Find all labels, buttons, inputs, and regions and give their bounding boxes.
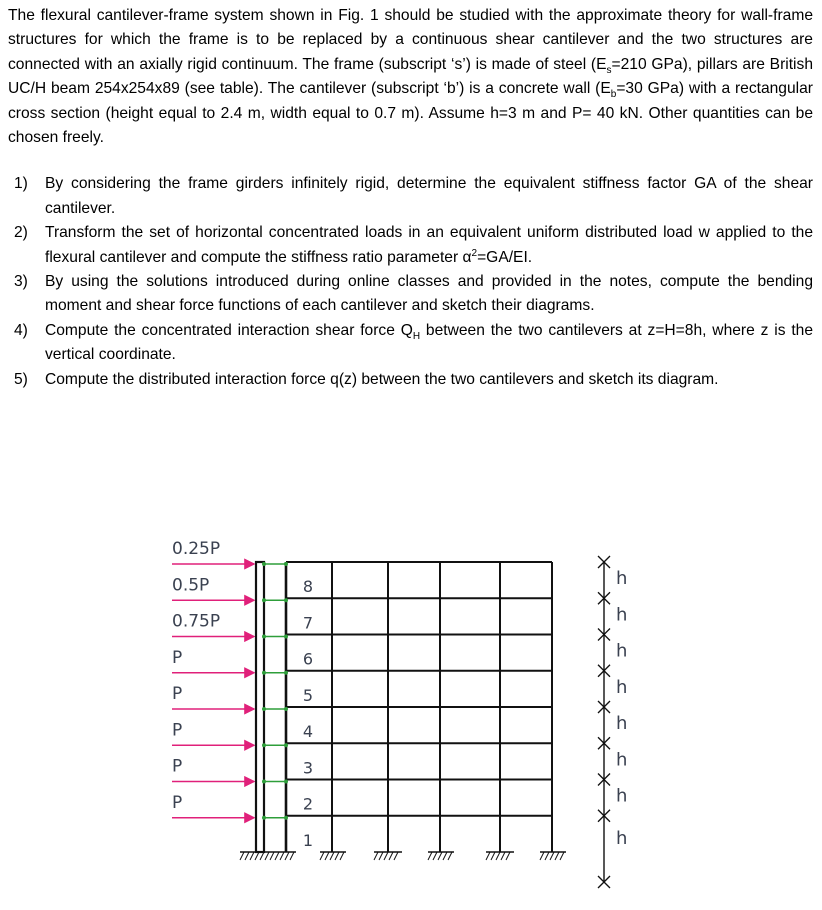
ground-hatch: [438, 852, 442, 860]
task-item: 5) Compute the distributed interaction force q(z) between the two cantilevers and sketch its diagram.: [14, 370, 719, 388]
wall-frame-figure: [160, 520, 650, 905]
storey-height-label: h: [616, 749, 628, 771]
ground-hatch: [240, 852, 244, 860]
floor-number: 2: [302, 794, 314, 814]
frame-diagram: [160, 520, 650, 905]
task-item: 2) Transform the set of horizontal concentrated loads in an equivalent uniform distributed load w applied to the flexural cantilever and compute the stiffness ratio parameter $\alpha^2=GA/EI$.: [14, 224, 813, 266]
link-hinge: [262, 598, 266, 602]
concrete-wall: [256, 562, 264, 852]
ground-hatch: [486, 852, 490, 860]
document-page: [8, 4, 813, 392]
ground-hatch: [320, 852, 324, 860]
intro-line-7: chosen freely.: [8, 129, 104, 147]
link-hinge: [262, 743, 266, 747]
ground-hatch: [325, 852, 329, 860]
ground-hatch: [270, 852, 274, 860]
ground-hatch: [496, 852, 500, 860]
link-hinge: [284, 780, 288, 784]
ground-hatch: [275, 852, 279, 860]
floor-number: 7: [302, 613, 314, 633]
intro-line-6: equal to 2.4 m, width equal to 0.7 m). Assume h=3 m and P= 40 kN. Other quantities can be: [158, 104, 814, 122]
link-hinge: [262, 635, 266, 639]
link-hinge: [262, 671, 266, 675]
floor-number: 4: [302, 722, 314, 741]
ground-hatch: [501, 852, 505, 860]
ground-hatch: [340, 852, 344, 860]
link-hinge: [262, 707, 266, 711]
ground-hatch: [448, 852, 452, 860]
floor-number: 8: [302, 577, 314, 596]
storey-height-label: h: [616, 676, 628, 698]
ground-hatch: [560, 852, 564, 860]
ground-hatch: [428, 852, 432, 860]
intro-line-5: The cantilever (subscript ‘b’) is a concrete wall ($E_b=30$ GPa) with a rectangular cross section (height: [8, 80, 813, 122]
ground-hatch: [285, 852, 289, 860]
floor-number: 1: [302, 830, 314, 850]
problem-statement: [8, 4, 813, 150]
ground-hatch: [384, 852, 388, 860]
link-hinge: [284, 562, 288, 566]
task-list: [8, 172, 813, 392]
link-hinge: [284, 671, 288, 675]
link-hinge: [284, 598, 288, 602]
load-label: P: [172, 756, 183, 777]
ground-hatch: [379, 852, 383, 860]
storey-height-label: h: [616, 568, 628, 589]
ground-hatch: [330, 852, 334, 860]
floor-number: 3: [302, 758, 314, 778]
load-label: 0.75P: [172, 611, 221, 632]
ground-hatch: [255, 852, 259, 860]
ground-hatch: [280, 852, 284, 860]
ground-hatch: [389, 852, 393, 860]
ground-hatch: [506, 852, 510, 860]
storey-height-label: h: [616, 604, 628, 626]
task-item: 3) By using the solutions introduced during online classes and provided in the notes, compute the bending moment and shear force functions of each cantilever and sketch their diagrams.: [14, 273, 813, 315]
load-label: 0.5P: [172, 575, 210, 596]
storey-height-label: h: [616, 785, 628, 807]
ground-hatch: [250, 852, 254, 860]
floor-number: 5: [302, 685, 314, 705]
intro-line-3: cantilever and the two structures are connected with an axially rigid continuum. The frame: [8, 31, 813, 73]
ground-hatch: [245, 852, 249, 860]
ground-hatch: [433, 852, 437, 860]
ground-hatch: [374, 852, 378, 860]
ground-hatch: [260, 852, 264, 860]
storey-height-label: h: [616, 640, 628, 662]
load-label: 0.25P: [172, 539, 221, 559]
ground-hatch: [443, 852, 447, 860]
intro-line-1: The flexural cantilever-frame system shown in Fig. 1 should be studied with the approximate: [8, 7, 663, 24]
floor-number: 6: [302, 649, 314, 669]
task-item: 1) By considering the frame girders infinitely rigid, determine the equivalent stiffness factor GA of the shear cantilever.: [14, 175, 813, 217]
link-hinge: [262, 562, 266, 566]
link-hinge: [284, 743, 288, 747]
ground-hatch: [545, 852, 549, 860]
ground-hatch: [491, 852, 495, 860]
intro-line-4: (subscript ‘s’) is made of steel ($E_s=210$ GPa), pillars are British UC/H beam 254x254x89 (see table).: [8, 55, 813, 98]
ground-hatch: [290, 852, 294, 860]
ground-hatch: [540, 852, 544, 860]
storey-height-label: h: [616, 713, 628, 734]
link-hinge: [262, 816, 266, 820]
ground-hatch: [265, 852, 269, 860]
link-hinge: [262, 780, 266, 784]
load-label: P: [172, 720, 183, 741]
load-label: P: [172, 647, 183, 668]
link-hinge: [284, 635, 288, 639]
intro-line-2: theory for wall-frame structures for which the frame is to be replaced by a continuous shear: [8, 7, 813, 49]
ground-hatch: [550, 852, 554, 860]
load-label: P: [172, 792, 183, 813]
ground-hatch: [335, 852, 339, 860]
link-hinge: [284, 707, 288, 711]
link-hinge: [284, 816, 288, 820]
load-label: P: [172, 684, 183, 704]
storey-height-label: h: [616, 827, 628, 849]
task-item: 4) Compute the concentrated interaction shear force $Q_H$ between the two cantilevers at z=H=8h, where z is the vertical coordinate.: [14, 321, 814, 364]
ground-hatch: [555, 852, 559, 860]
ground-hatch: [394, 852, 398, 860]
